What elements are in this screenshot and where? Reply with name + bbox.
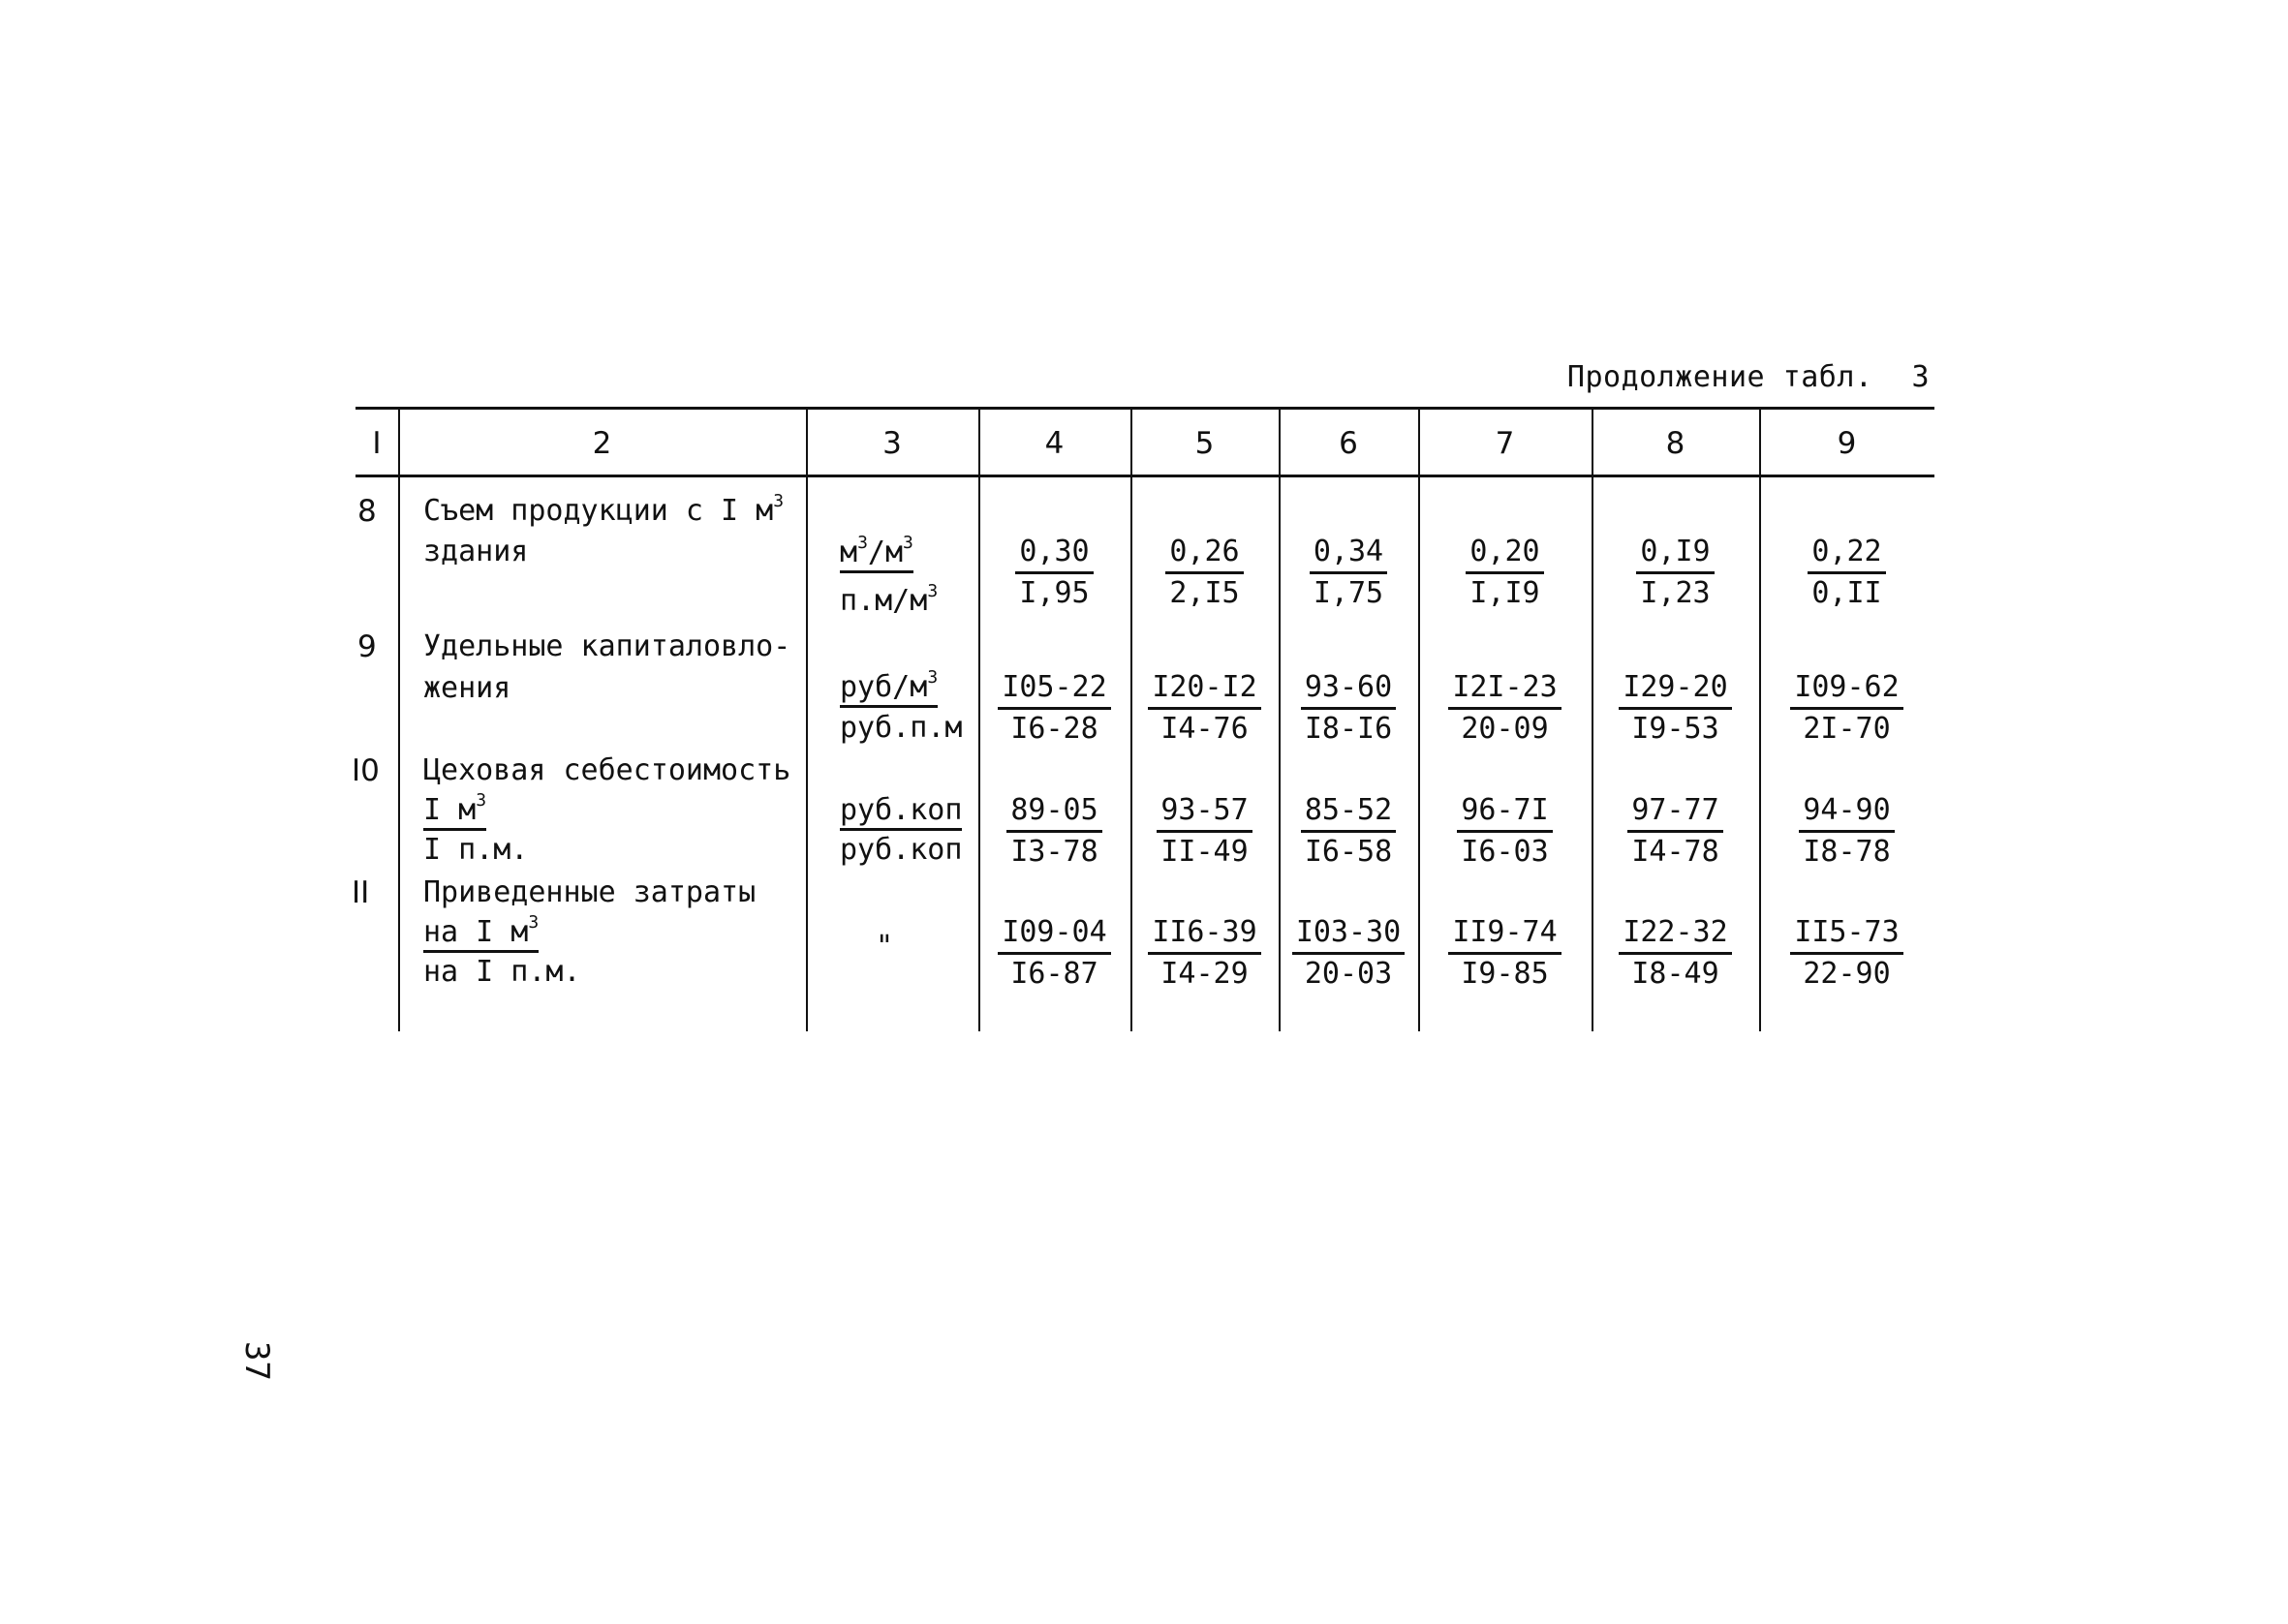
row-number: 9	[357, 629, 377, 664]
row-number: II	[352, 875, 370, 910]
value-fraction: $\frac{85-52}{I6-58}$	[1279, 791, 1418, 872]
value-fraction: $\frac{89-05}{I3-78}$	[978, 791, 1130, 872]
row-name: Съем продукции с I $м^3$	[423, 491, 785, 528]
caption-table-number: 3	[1911, 360, 1930, 394]
header-cell: 6	[1339, 426, 1358, 461]
header-cell: 9	[1837, 426, 1857, 461]
value-fraction: $\frac{I03-30}{20-03}$	[1279, 913, 1418, 994]
value-fraction: $\frac{0,26}{2,I5}$	[1130, 533, 1279, 613]
row-name: Приведенные затраты	[423, 875, 757, 909]
column-divider	[806, 407, 808, 1031]
header-cell: 4	[1044, 426, 1065, 461]
value-fraction: $\frac{0,30}{I,95}$	[978, 533, 1130, 613]
value-fraction: $\frac{I20-I2}{I4-76}$	[1130, 668, 1279, 749]
value-fraction: $\frac{96-7I}{I6-03}$	[1418, 791, 1592, 872]
data-table	[352, 407, 1934, 1031]
header-cell: 8	[1665, 426, 1685, 461]
header-cell: I	[372, 426, 382, 461]
value-fraction: $\frac{I2I-23}{20-09}$	[1418, 668, 1592, 749]
row-number: I0	[352, 753, 380, 788]
row-name: I п.м.	[423, 833, 529, 867]
unit-label: руб.коп	[840, 833, 963, 867]
header-cell: 2	[592, 426, 612, 461]
table-top-rule	[356, 407, 1934, 410]
row-name: I $м^3$	[423, 793, 486, 827]
row-name: Цеховая себестоимость	[423, 753, 791, 787]
header-cell: 7	[1495, 426, 1515, 461]
row-name: на I $м^3$	[423, 915, 539, 949]
value-fraction: $\frac{I29-20}{I9-53}$	[1592, 668, 1759, 749]
row-name: на I п.м.	[423, 955, 581, 989]
header-cell: 3	[882, 426, 902, 461]
value-fraction: $\frac{I05-22}{I6-28}$	[978, 668, 1130, 749]
value-fraction: $\frac{93-60}{I8-I6}$	[1279, 668, 1418, 749]
row-name: Удельные капиталовло-	[423, 629, 791, 663]
value-fraction: $\frac{I22-32}{I8-49}$	[1592, 913, 1759, 994]
value-fraction: $\frac{0,20}{I,I9}$	[1418, 533, 1592, 613]
unit-label: $п.м/м^3$	[840, 581, 939, 618]
value-fraction: $\frac{II5-73}{22-90}$	[1759, 913, 1934, 994]
value-fraction: $\frac{97-77}{I4-78}$	[1592, 791, 1759, 872]
value-fraction: $\frac{0,I9}{I,23}$	[1592, 533, 1759, 613]
table-caption	[1567, 360, 1930, 394]
page-number: 37	[237, 1341, 276, 1381]
value-fraction: $\frac{93-57}{II-49}$	[1130, 791, 1279, 872]
caption-text: Продолжение табл.	[1566, 360, 1873, 394]
unit-label: руб.коп	[840, 793, 962, 827]
value-fraction: $\frac{0,34}{I,75}$	[1279, 533, 1418, 613]
column-divider	[398, 407, 400, 1031]
unit-label: руб.п.м	[840, 711, 963, 745]
header-bottom-rule	[356, 475, 1934, 477]
header-cell: 5	[1194, 426, 1215, 461]
value-fraction: $\frac{II6-39}{I4-29}$	[1130, 913, 1279, 994]
unit-label: $м^3/м^3$	[840, 536, 913, 569]
unit-ditto-mark: "	[876, 930, 894, 964]
value-fraction: $\frac{I09-04}{I6-87}$	[978, 913, 1130, 994]
value-fraction: $\frac{II9-74}{I9-85}$	[1418, 913, 1592, 994]
unit-label: руб/$м^3$	[840, 670, 938, 704]
value-fraction: $\frac{94-90}{I8-78}$	[1759, 791, 1934, 872]
row-number: 8	[357, 494, 377, 529]
row-name: здания	[423, 535, 529, 568]
value-fraction: $\frac{I09-62}{2I-70}$	[1759, 668, 1934, 749]
value-fraction: $\frac{0,22}{0,II}$	[1759, 533, 1934, 613]
row-name: жения	[423, 671, 511, 705]
